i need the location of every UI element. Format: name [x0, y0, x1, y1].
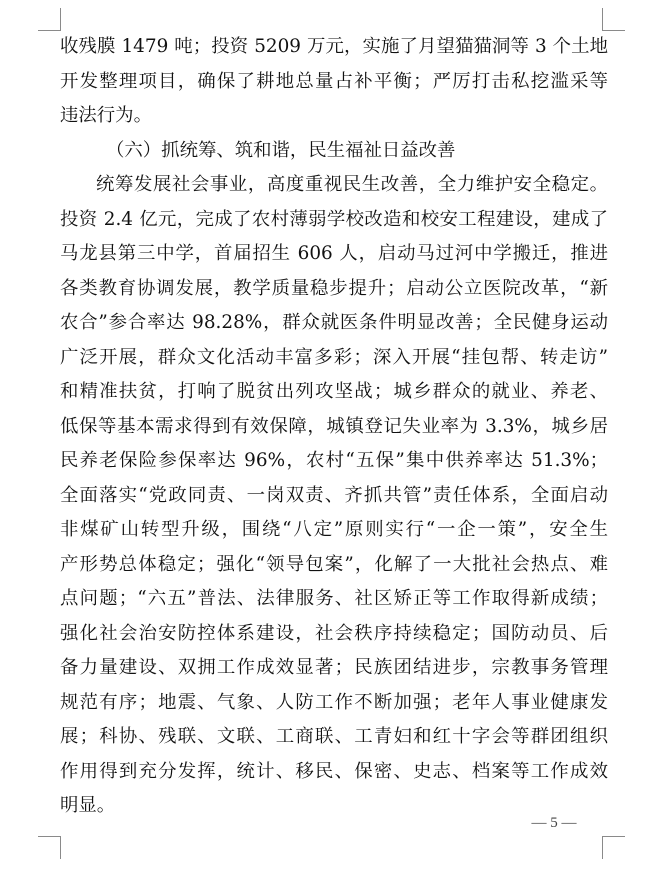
text-line: 开发整理项目，确保了耕地总量占补平衡；严厉打击私挖滥采等	[60, 70, 608, 92]
text-line: 点问题；“六五”普法、法律服务、社区矫正等工作取得新成绩；	[60, 588, 608, 609]
text-line: 强化社会治安防控体系建设，社会秩序持续稳定；国防动员、后	[60, 622, 608, 644]
page-number: — 5 —	[531, 815, 577, 831]
text-line: 全面落实“党政同责、一岗双责、齐抓共管”责任体系，全面启动	[60, 484, 608, 506]
text-line: 统筹发展社会事业，高度重视民生改善，全力维护安全稳定。	[96, 174, 608, 195]
crop-mark-top-left	[38, 8, 61, 31]
text-line: 规范有序；地震、气象、人防工作不断加强；老年人事业健康发	[60, 691, 608, 713]
text-line: 广泛开展，群众文化活动丰富多彩；深入开展“挂包帮、转走访”	[60, 346, 608, 368]
crop-mark-bottom-left	[38, 836, 61, 859]
text-line: 非煤矿山转型升级，围绕“八定”原则实行“一企一策”，安全生	[60, 519, 608, 540]
text-line: 产形势总体稳定；强化“领导包案”，化解了一大批社会热点、难	[60, 553, 608, 575]
crop-mark-bottom-right	[602, 836, 625, 859]
section-heading: （六）抓统筹、筑和谐，民生福祉日益改善	[106, 139, 456, 161]
text-line: 明显。	[60, 795, 116, 816]
text-line: 收残膜 1479 吨；投资 5209 万元，实施了月望猫猫洞等 3 个土地	[60, 36, 608, 57]
text-line: 展；科协、残联、文联、工商联、工青妇和红十字会等群团组织	[60, 726, 608, 747]
text-line: 作用得到充分发挥，统计、移民、保密、史志、档案等工作成效	[60, 760, 608, 782]
text-line: 备力量建设、双拥工作成效显著；民族团结进步，宗教事务管理	[60, 657, 608, 678]
text-line: 投资 2.4 亿元，完成了农村薄弱学校改造和校安工程建设，建成了	[60, 208, 608, 230]
body-text	[60, 30, 608, 824]
text-line: 违法行为。	[60, 105, 152, 126]
text-line: 马龙县第三中学，首届招生 606 人，启动马过河中学搬迁，推进	[60, 243, 608, 264]
text-line: 和精准扶贫，打响了脱贫出列攻坚战；城乡群众的就业、养老、	[60, 381, 608, 402]
text-line: 各类教育协调发展，教学质量稳步提升；启动公立医院改革，“新	[60, 277, 608, 299]
text-line: 低保等基本需求得到有效保障，城镇登记失业率为 3.3%，城乡居	[60, 415, 608, 437]
crop-mark-top-right	[602, 8, 625, 31]
text-line: 民养老保险参保率达 96%，农村“五保”集中供养率达 51.3%；	[60, 450, 608, 471]
text-line: 农合”参合率达 98.28%，群众就医条件明显改善；全民健身运动	[60, 312, 608, 333]
